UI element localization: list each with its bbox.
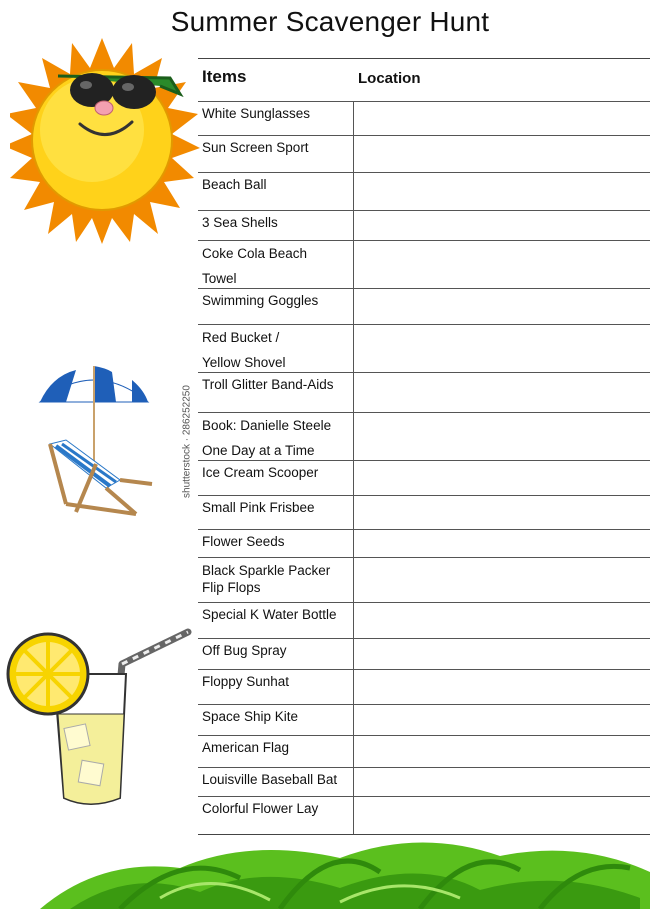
item-cell: Troll Glitter Band-Aids bbox=[198, 373, 354, 412]
item-cell bbox=[198, 558, 354, 602]
item-line: Black Sparkle Packer bbox=[202, 563, 331, 578]
item-cell: Beach Ball bbox=[198, 173, 354, 210]
location-cell[interactable] bbox=[354, 413, 650, 460]
item-line: Red Bucket / bbox=[202, 330, 280, 345]
item-line: Flip Flops bbox=[202, 580, 261, 595]
item-line: Coke Cola Beach bbox=[202, 246, 308, 261]
location-column-header: Location bbox=[358, 70, 421, 87]
location-cell[interactable] bbox=[354, 705, 650, 735]
table-row bbox=[198, 210, 650, 240]
location-cell[interactable] bbox=[354, 797, 650, 834]
table-header bbox=[198, 59, 650, 101]
item-cell: Off Bug Spray bbox=[198, 639, 354, 669]
table-row bbox=[198, 602, 650, 638]
item-cell: 3 Sea Shells bbox=[198, 211, 354, 240]
location-cell[interactable] bbox=[354, 530, 650, 557]
item-cell bbox=[198, 413, 354, 460]
item-cell: Ice Cream Scooper bbox=[198, 461, 354, 495]
table-row bbox=[198, 324, 650, 372]
item-line: Book: Danielle Steele bbox=[202, 418, 332, 433]
location-cell[interactable] bbox=[354, 461, 650, 495]
location-cell[interactable] bbox=[354, 603, 650, 638]
location-cell[interactable] bbox=[354, 173, 650, 210]
item-cell bbox=[198, 325, 354, 372]
item-cell: White Sunglasses bbox=[198, 102, 354, 135]
location-cell[interactable] bbox=[354, 325, 650, 372]
item-cell: Sun Screen Sport bbox=[198, 136, 354, 172]
table-row bbox=[198, 557, 650, 602]
location-cell[interactable] bbox=[354, 136, 650, 172]
location-cell[interactable] bbox=[354, 373, 650, 412]
item-cell: Louisville Baseball Bat bbox=[198, 768, 354, 796]
beach-chair-icon bbox=[50, 440, 152, 514]
items-column-header: Items bbox=[202, 67, 247, 86]
location-cell[interactable] bbox=[354, 558, 650, 602]
item-cell: Small Pink Frisbee bbox=[198, 496, 354, 529]
location-cell[interactable] bbox=[354, 639, 650, 669]
scavenger-hunt-table bbox=[198, 58, 650, 835]
lemonade-glass-image bbox=[4, 626, 194, 816]
table-row bbox=[198, 796, 650, 834]
table-row bbox=[198, 240, 650, 288]
item-cell: Floppy Sunhat bbox=[198, 670, 354, 704]
grass-decoration-image bbox=[40, 828, 650, 909]
table-row bbox=[198, 135, 650, 172]
table-row bbox=[198, 669, 650, 704]
item-cell: Swimming Goggles bbox=[198, 289, 354, 324]
location-cell[interactable] bbox=[354, 211, 650, 240]
table-row bbox=[198, 495, 650, 529]
location-cell[interactable] bbox=[354, 670, 650, 704]
shutterstock-watermark: shutterstock · 286252250 bbox=[181, 385, 193, 498]
umbrella-icon bbox=[40, 366, 148, 474]
location-cell[interactable] bbox=[354, 241, 650, 288]
table-row bbox=[198, 372, 650, 412]
item-line: One Day at a Time bbox=[202, 443, 315, 458]
page-title: Summer Scavenger Hunt bbox=[170, 6, 490, 37]
location-cell[interactable] bbox=[354, 736, 650, 767]
sun-with-sunglasses-image bbox=[10, 36, 200, 246]
beach-chair-umbrella-image bbox=[36, 364, 158, 518]
location-cell[interactable] bbox=[354, 496, 650, 529]
item-line: Towel bbox=[202, 271, 237, 286]
item-cell bbox=[198, 241, 354, 288]
table-row bbox=[198, 767, 650, 796]
item-cell: Space Ship Kite bbox=[198, 705, 354, 735]
lemon-slice-icon bbox=[8, 634, 88, 714]
item-cell: Colorful Flower Lay bbox=[198, 797, 354, 834]
item-line: Yellow Shovel bbox=[202, 355, 286, 370]
table-row bbox=[198, 529, 650, 557]
item-cell: Special K Water Bottle bbox=[198, 603, 354, 638]
table-row bbox=[198, 460, 650, 495]
table-row bbox=[198, 735, 650, 767]
table-row bbox=[198, 101, 650, 135]
table-row bbox=[198, 638, 650, 669]
table-row bbox=[198, 412, 650, 460]
location-cell[interactable] bbox=[354, 289, 650, 324]
item-cell: American Flag bbox=[198, 736, 354, 767]
table-row bbox=[198, 172, 650, 210]
location-cell[interactable] bbox=[354, 768, 650, 796]
location-cell[interactable] bbox=[354, 102, 650, 135]
item-cell: Flower Seeds bbox=[198, 530, 354, 557]
table-row bbox=[198, 288, 650, 324]
table-row bbox=[198, 704, 650, 735]
